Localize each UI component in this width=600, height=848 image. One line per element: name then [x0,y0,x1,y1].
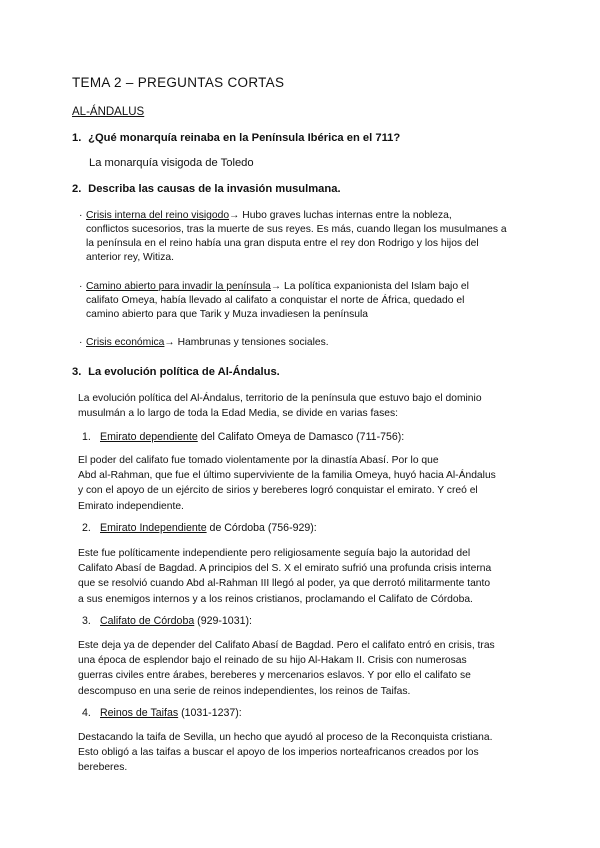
bullet-text: Hambrunas y tensiones sociales. [174,337,329,348]
phase-number: 2. [82,522,91,534]
phase-title: Califato de Córdoba [100,615,195,627]
phase-subtitle: (1031-1237): [178,707,242,719]
phase-subtitle: del Califato Omeya de Damasco (711-756): [197,431,405,443]
paragraph-line: una época de esplendor bajo el reinado de su hijo Al-Hakam II. Crisis con numerosas [78,655,467,667]
bullet-line: anterior rey, Witiza. [86,252,174,263]
paragraph-line: Este fue políticamente independiente pero religiosamente seguía bajo la autoridad del [78,548,471,559]
paragraph-line: a sus enemigos internos y a los reinos cristianos, proclamando el Califato de Córdoba. [78,593,473,605]
phase-paragraph [78,546,491,607]
bullet-marker: · [79,281,83,292]
paragraph-line: Emirato independiente. [78,500,184,512]
bullet-heading: Crisis interna del reino visigodo [86,210,230,221]
question-text: ¿Qué monarquía reinaba en la Península Ibérica en el 711? [88,132,401,144]
arrow-icon: → [164,337,175,348]
paragraph-line: Este deja ya de depender del Califato Abasí de Bagdad. Pero el califato entró en crisis, tras [78,640,495,651]
bullet-item [79,280,534,322]
question-3 [72,366,280,378]
bullet-line: la península en el reino había una gran disputa entre el rey don Rodrigo y los hijos del [86,238,479,249]
question-2 [72,183,341,195]
paragraph-line: y con el apoyo de un ejército de sirios y bereberes logró conquistar el emirato. Y creó el [78,485,478,497]
section-heading: AL-ÁNDALUS [72,106,145,118]
bullet-marker: · [79,210,83,221]
phase-paragraph [78,730,492,776]
phase-title: Reinos de Taifas [100,707,179,719]
answer-1: La monarquía visigoda de Toledo [89,157,254,169]
arrow-icon: → [229,210,240,221]
phase-heading [82,522,317,534]
intro-paragraph [78,391,482,421]
paragraph-line: El poder del califato fue tomado violentamente por la dinastía Abasí. Por lo que [78,455,439,466]
paragraph-line: Esto obligó a las taifas a buscar el apoyo de los imperios norteafricanos creados por los [78,747,479,759]
paragraph-line: descompuso en una serie de reinos independientes, los reinos de Taifas. [78,685,411,697]
phase-subtitle: de Córdoba (756-929): [206,522,317,534]
bullet-line: califato Omeya, había llevado al califato a conquistar el norte de África, quedado el [86,295,465,306]
bullet-text: La política expanionista del Islam bajo el [281,281,469,292]
phase-subtitle: (929-1031): [194,615,252,627]
phase-title: Emirato Independiente [100,522,207,534]
bullet-marker: · [79,337,83,348]
phase-paragraph [78,638,495,699]
question-number: 2. [72,183,82,195]
bullet-line: camino abierto para que Tarik y Muza invadiesen la península [86,309,368,320]
bullet-line: conflictos sucesorios, tras la muerte de sus reyes. Es más, cuando llegan los musulmanes a [86,224,507,235]
bullet-item [79,336,534,350]
question-number: 1. [72,132,82,144]
paragraph-line: bereberes. [78,762,128,774]
paragraph-line: La evolución política del Al-Ándalus, territorio de la península que estuvo bajo el dominio [78,393,482,404]
paragraph-line: Destacando la taifa de Sevilla, un hecho que ayudó al proceso de la Reconquista cristiana. [78,732,493,743]
question-number: 3. [72,366,82,378]
phase-heading [82,431,404,443]
bullet-item [79,209,534,265]
bullet-heading: Camino abierto para invadir la península [86,281,271,292]
phase-paragraph [78,453,496,514]
arrow-icon: → [270,281,282,292]
question-1 [72,132,400,144]
page-title: TEMA 2 – PREGUNTAS CORTAS [72,75,285,90]
phase-title: Emirato dependiente [100,431,198,443]
bullet-text: Hubo graves luchas internas entre la nobleza, [239,210,452,221]
phase-heading [82,615,252,627]
paragraph-line: Abd al-Rahman, que fue el último superviviente de la familia Omeya, huyó hacia Al-Ándalus [78,470,496,482]
paragraph-line: Califato Abasí de Bagdad. A principios del S. X el emirato sufrió una profunda crisis interna [78,563,492,575]
phase-heading [82,707,242,719]
bullet-heading: Crisis económica [86,337,165,348]
question-text: La evolución política de Al-Ándalus. [88,366,280,378]
question-text: Describa las causas de la invasión musulmana. [88,183,341,195]
phase-number: 4. [82,707,91,719]
paragraph-line: que se resolvió cuando Abd al-Rahman III llegó al poder, ya que derrotó militarmente tanto [78,578,491,590]
paragraph-line: guerras civiles entre árabes, bereberes y mercenarios eslavos. Y por ello el califato se [78,670,471,682]
phase-number: 1. [82,431,91,443]
phase-number: 3. [82,615,91,627]
paragraph-line: musulmán a lo largo de toda la Edad Media, se divide en varias fases: [78,408,398,420]
